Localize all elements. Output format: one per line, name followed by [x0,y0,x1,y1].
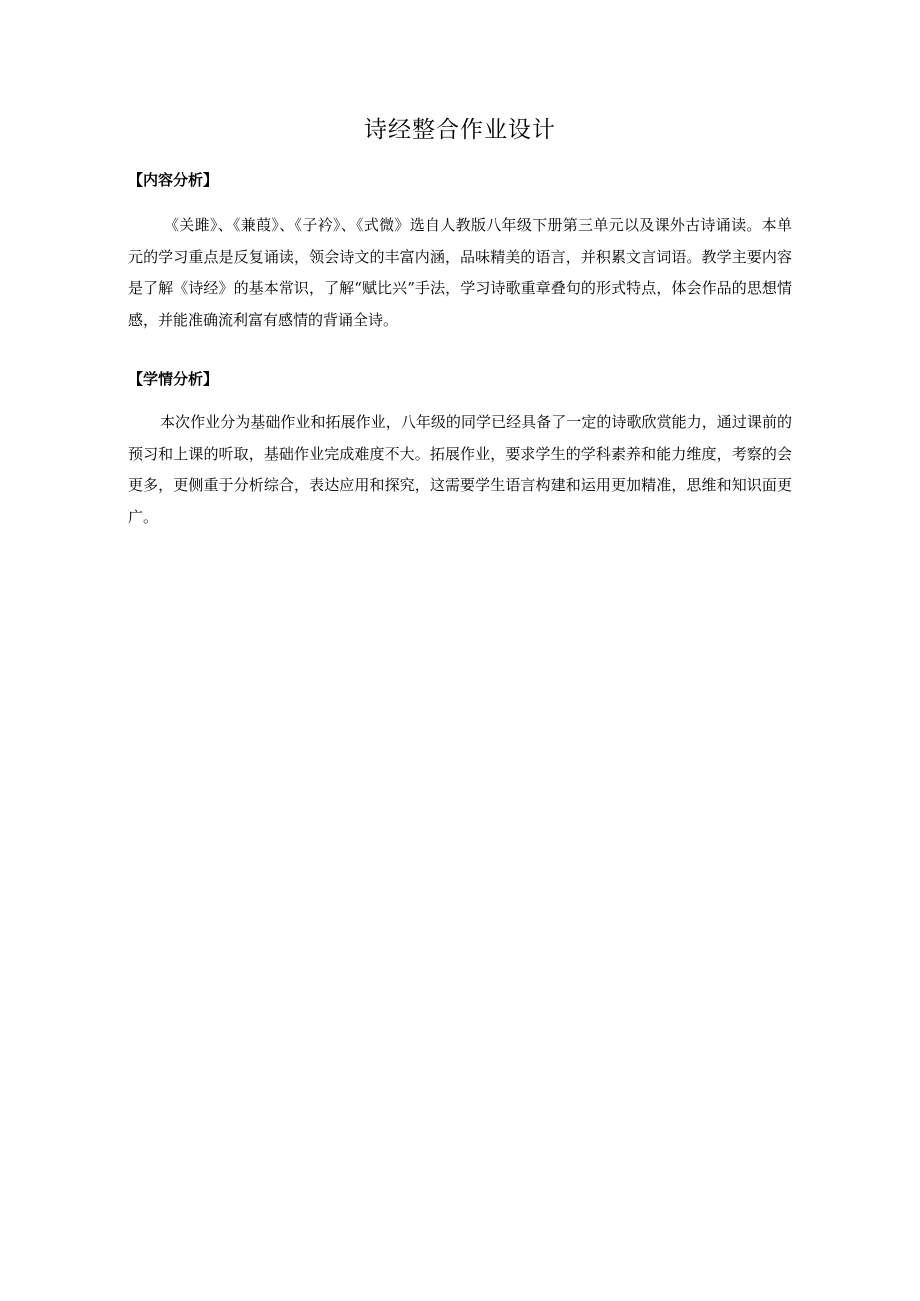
document-title: 诗经整合作业设计 [364,117,556,143]
section-heading-student-analysis: 【学情分析】 [128,370,219,388]
section-paragraph-content-analysis: 《关雎》、《兼葭》、《子衿》、《式微》选自人教版八年级下册第三单元以及课外古诗诵读。本单元的学习重点是反复诵读，领会诗文的丰富内涵，品味精美的语言，并积累文言词语。教学主要内容是了解《诗经》的基本常识，了解“赋比兴”手法，学习诗歌重章叠句的形式特点，体会作品的思想情感，并能准确流利富有感情的背诵全诗。 [128,216,792,329]
section-paragraph-student-analysis: 本次作业分为基础作业和拓展作业，八年级的同学已经具备了一定的诗歌欣赏能力，通过课前的预习和上课的听取，基础作业完成难度不大。拓展作业，要求学生的学科素养和能力维度，考察的会更多，更侧重于分析综合，表达应用和探究，这需要学生语言构建和运用更加精准，思维和知识面更广。 [128,413,792,526]
section-heading-content-analysis: 【内容分析】 [128,171,219,189]
